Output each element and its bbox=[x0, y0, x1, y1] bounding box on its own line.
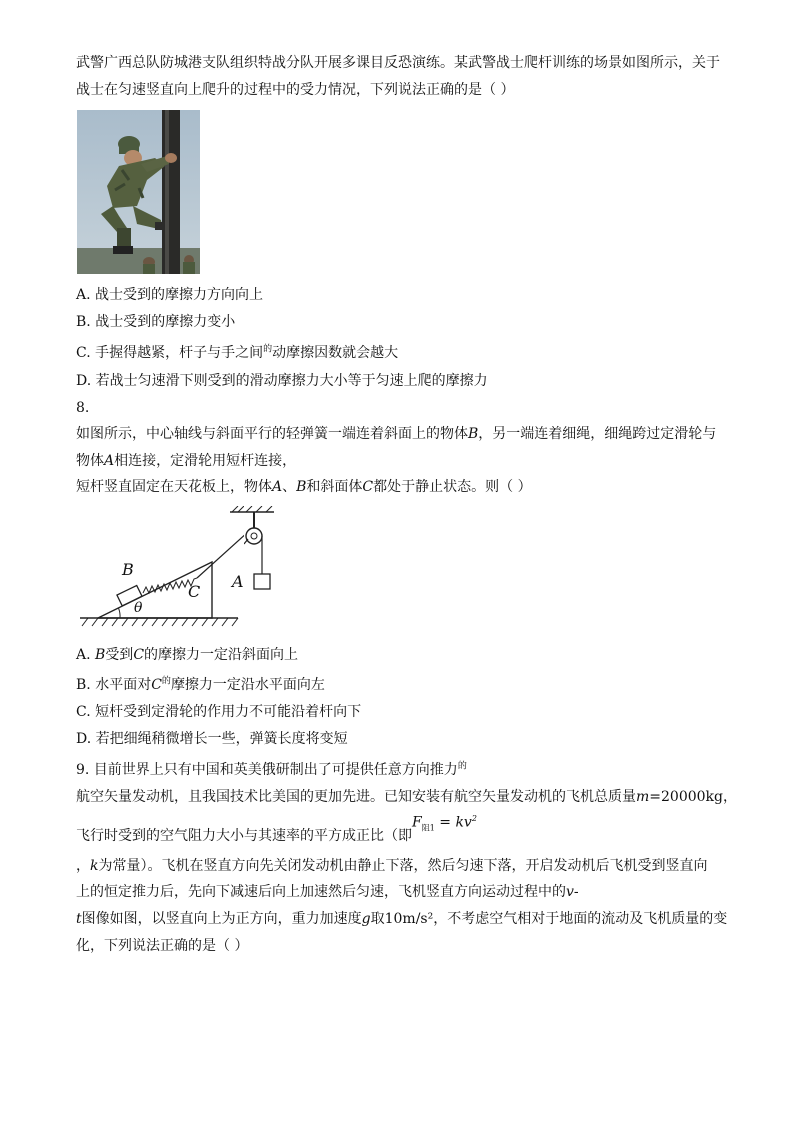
ground-hatch bbox=[82, 618, 238, 626]
q9-stem-line-1-text: 9. 目前世界上只有中国和英美俄研制出了可提供任意方向推力 bbox=[76, 762, 458, 778]
q9-stem-line-5-text-2: - bbox=[573, 884, 579, 900]
q9-stem-line-5 bbox=[76, 882, 579, 902]
q9-stem-line-1 bbox=[76, 760, 467, 780]
q8-stem-line-1-text-1: 如图所示，中心轴线与斜面平行的轻弹簧一端连着斜面上的物体 bbox=[76, 426, 468, 442]
q7-option-d: D. 若战士匀速滑下则受到的滑动摩擦力大小等于匀速上爬的摩擦力 bbox=[76, 373, 488, 389]
q8-option-b bbox=[76, 675, 325, 695]
formula-f: F bbox=[412, 814, 422, 831]
q7-option-a: A. 战士受到的摩擦力方向向上 bbox=[76, 287, 264, 303]
q7-option-c-text-2: 动摩擦因数就会越大 bbox=[272, 345, 399, 361]
ceiling-hatch bbox=[232, 506, 244, 512]
q9-stem-line-4-text-1: ， bbox=[76, 858, 90, 874]
q8-option-a-text-3: 的摩擦力一定沿斜面向上 bbox=[144, 647, 299, 663]
q9-stem-line-6-var-t: t bbox=[76, 911, 82, 927]
q8-option-a-var-b: B bbox=[95, 647, 106, 663]
formula-eq: = kv bbox=[434, 814, 472, 831]
q9-stem-line-4-text-2: 为常量）。飞机在竖直方向先关闭发动机由静止下落，然后匀速下落，开启发动机后飞机受到竖直向 bbox=[98, 858, 708, 874]
q9-stem-line-2-text-2: =20000kg， bbox=[649, 789, 737, 805]
soldier-climbing-photo bbox=[77, 110, 200, 274]
q8-stem-line-2 bbox=[76, 451, 296, 471]
q8-number: 8. bbox=[76, 400, 90, 416]
q8-stem-line-3-var-c: C bbox=[362, 479, 374, 495]
q8-option-d: D. 若把细绳稍微增长一些，弹簧长度将变短 bbox=[76, 731, 348, 747]
q8-stem-line-3-text-1: 短杆竖直固定在天花板上，物体 bbox=[76, 479, 272, 495]
q8-stem-line-3-text-4: 都处于静止状态。则（ ） bbox=[373, 479, 532, 495]
q9-stem-line-5-var-v: v bbox=[566, 884, 574, 900]
q7-option-c-small-char: 的 bbox=[263, 344, 273, 355]
q8-option-a-text-1: A. bbox=[76, 647, 96, 663]
q9-stem-line-6 bbox=[76, 909, 727, 929]
q9-stem-line-6-text-2: 取10m/s²，不考虑空气相对于地面的流动及飞机质量的变 bbox=[370, 911, 728, 927]
q8-option-b-small-char: 的 bbox=[161, 676, 171, 687]
label-theta: θ bbox=[134, 600, 143, 616]
label-b: B bbox=[122, 560, 134, 579]
q8-stem-line-2-text-1: 物体 bbox=[76, 453, 104, 469]
q8-stem-line-1-text-2: ，另一端连着细绳，细绳跨过定滑轮与 bbox=[478, 426, 717, 442]
q9-stem-line-3: 飞行时受到的空气阻力大小与其速率的平方成正比（即 bbox=[76, 828, 412, 844]
q8-option-b-text-1: B. 水平面对 bbox=[76, 677, 152, 693]
q7-option-c bbox=[76, 343, 398, 363]
q9-stem-line-4-var-k: k bbox=[90, 858, 99, 874]
incline-pulley-diagram bbox=[76, 506, 244, 630]
q8-option-b-var-c: C bbox=[151, 677, 162, 693]
q8-stem-line-2-var-a: A bbox=[104, 453, 115, 469]
q8-stem-line-3-var-b: B bbox=[296, 479, 307, 495]
formula-subscript: 阻1 bbox=[421, 823, 435, 833]
drag-formula bbox=[412, 814, 477, 833]
q9-stem-line-2-var-m: m bbox=[636, 789, 650, 805]
q8-option-a bbox=[76, 645, 298, 665]
q9-stem-line-4 bbox=[76, 856, 707, 876]
block-a bbox=[254, 574, 270, 589]
pulley-right-part bbox=[244, 506, 284, 590]
q9-stem-line-6-text-1: 图像如图，以竖直向上为正方向，重力加速度 bbox=[81, 911, 362, 927]
q9-stem-line-5-text-1: 上的恒定推力后，先向下减速后向上加速然后匀速，飞机竖直方向运动过程中的 bbox=[76, 884, 566, 900]
q7-option-b: B. 战士受到的摩擦力变小 bbox=[76, 314, 236, 330]
q8-stem-line-3 bbox=[76, 477, 532, 497]
q8-stem-line-2-text-2: 相连接，定滑轮用短杆连接， bbox=[114, 453, 297, 469]
label-c: C bbox=[188, 582, 201, 601]
q7-option-c-text-1: C. 手握得越紧，杆子与手之间 bbox=[76, 345, 264, 361]
q8-stem-line-3-var-a: A bbox=[272, 479, 283, 495]
q8-option-a-text-2: 受到 bbox=[105, 647, 134, 663]
q9-stem-line-2-text-1: 航空矢量发动机，且我国技术比美国的更加先进。已知安装有航空矢量发动机的飞机总质量 bbox=[76, 789, 636, 805]
q7-stem-line-2: 战士在匀速竖直向上爬升的过程中的受力情况，下列说法正确的是（ ） bbox=[76, 82, 515, 98]
q8-stem-line-3-text-3: 和斜面体 bbox=[306, 479, 363, 495]
q8-stem-line-1-var-b: B bbox=[468, 426, 479, 442]
q8-stem-line-3-text-2: 、 bbox=[282, 479, 297, 495]
q9-stem-line-1-small-char: 的 bbox=[457, 761, 467, 772]
q7-stem-line-1: 武警广西总队防城港支队组织特战分队开展多课目反恐演练。某武警战士爬杆训练的场景如图所示，关于 bbox=[76, 55, 720, 71]
formula-superscript: 2 bbox=[471, 814, 477, 823]
q8-option-c: C. 短杆受到定滑轮的作用力不可能沿着杆向下 bbox=[76, 704, 362, 720]
q9-stem-line-6-var-g: g bbox=[361, 911, 371, 927]
q8-option-b-text-2: 摩擦力一定沿水平面向左 bbox=[170, 677, 325, 693]
q8-stem-line-1 bbox=[76, 424, 716, 444]
q8-option-a-var-c: C bbox=[133, 647, 145, 663]
label-a: A bbox=[232, 572, 244, 591]
q9-stem-line-2 bbox=[76, 787, 737, 807]
q9-stem-line-7: 化，下列说法正确的是（ ） bbox=[76, 938, 249, 954]
theta-arc bbox=[119, 608, 120, 618]
